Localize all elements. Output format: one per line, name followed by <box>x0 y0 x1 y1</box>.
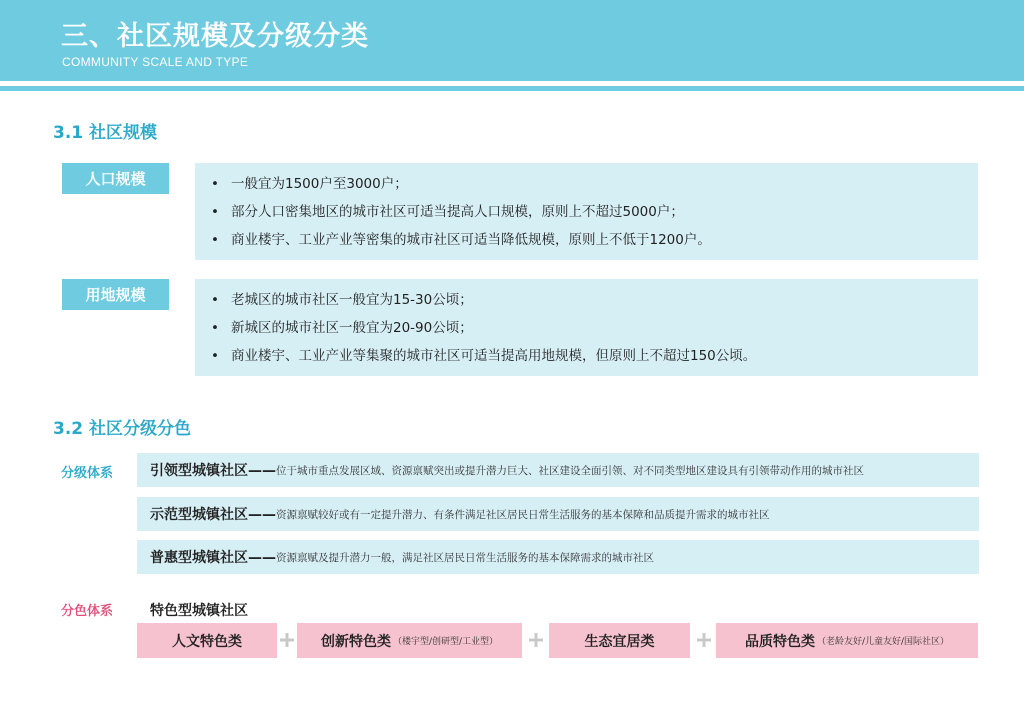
feature-note: （楼宇型/创研型/工业型） <box>392 637 499 647</box>
tier-description: 资源禀赋及提升潜力一般，满足社区居民日常生活服务的基本保障需求的城市社区 <box>276 551 654 564</box>
plus-icon <box>526 626 546 654</box>
tier-description: 资源禀赋较好或有一定提升潜力、有条件满足社区居民日常生活服务的基本保障和品质提升需求的城市社区 <box>276 508 770 521</box>
list-item: • 部分人口密集地区的城市社区可适当提高人口规模，原则上不超过5000户； <box>211 200 978 228</box>
list-item: • 老城区的城市社区一般宜为15-30公顷； <box>211 288 978 316</box>
feature-note: （老龄友好/儿童友好/国际社区） <box>816 637 950 647</box>
list-item: • 商业楼宇、工业产业等密集的城市社区可适当降低规模，原则上不低于1200户。 <box>211 228 978 256</box>
feature-box-ecology <box>549 623 690 658</box>
bullet-icon: • <box>211 348 219 364</box>
bullet-icon: • <box>211 292 219 308</box>
tier-name: 引领型城镇社区—— <box>150 463 276 479</box>
tier-row-demonstration <box>137 497 979 531</box>
list-item: • 商业楼宇、工业产业等集聚的城市社区可适当提高用地规模，但原则上不超过150公顷。 <box>211 344 978 372</box>
plus-icon <box>277 626 297 654</box>
bullet-icon: • <box>211 204 219 220</box>
section-title-scale: 3.1 社区规模 <box>53 123 158 143</box>
color-system-label: 分色体系 <box>61 604 114 619</box>
feature-community-title: 特色型城镇社区 <box>150 603 248 619</box>
tier-name: 示范型城镇社区—— <box>150 507 276 523</box>
header-banner <box>0 0 1024 81</box>
feature-name: 人文特色类 <box>172 633 242 650</box>
list-item: • 一般宜为1500户至3000户； <box>211 172 978 200</box>
feature-name: 创新特色类 <box>320 633 391 650</box>
page-title: 三、社区规模及分级分类 <box>61 21 369 52</box>
bullet-icon: • <box>211 320 219 336</box>
bullet-icon: • <box>211 176 219 192</box>
list-item: • 新城区的城市社区一般宜为20-90公顷； <box>211 316 978 344</box>
tier-row-inclusive <box>137 540 979 574</box>
tier-row-leading <box>137 453 979 487</box>
grading-system-label: 分级体系 <box>61 466 114 481</box>
land-scale-box <box>195 279 978 376</box>
population-scale-box <box>195 163 978 260</box>
feature-name: 品质特色类 <box>744 633 815 650</box>
feature-name: 生态宜居类 <box>584 633 655 650</box>
feature-box-culture <box>137 623 277 658</box>
tier-name: 普惠型城镇社区—— <box>150 550 276 566</box>
header-divider <box>0 86 1024 91</box>
bullet-icon: • <box>211 232 219 248</box>
tier-description: 位于城市重点发展区域、资源禀赋突出或提升潜力巨大、社区建设全面引领、对不同类型地区建设具有引领带动作用的城市社区 <box>276 464 864 477</box>
feature-box-innovation <box>297 623 522 658</box>
feature-box-quality <box>716 623 978 658</box>
tag-land-scale: 用地规模 <box>62 279 169 310</box>
section-title-grading: 3.2 社区分级分色 <box>53 419 192 439</box>
tag-population-scale: 人口规模 <box>62 163 169 194</box>
page-subtitle: COMMUNITY SCALE AND TYPE <box>62 55 249 69</box>
plus-icon <box>694 626 714 654</box>
